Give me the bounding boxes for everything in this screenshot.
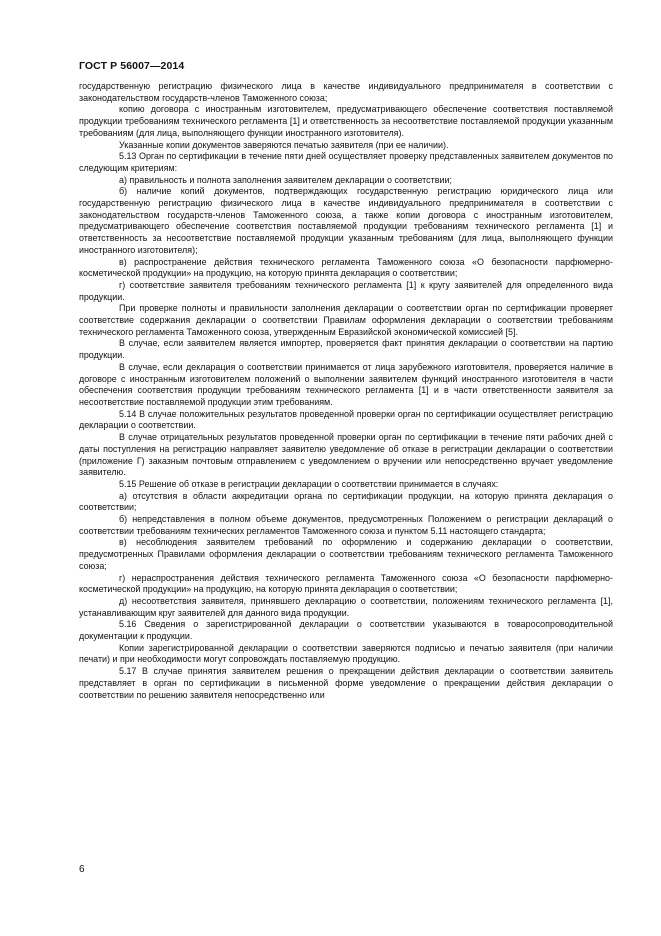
paragraph: Указанные копии документов заверяются печатью заявителя (при ее наличии).: [119, 139, 449, 150]
paragraph: г) соответствие заявителя требованиям технического регламента [1] к кругу заявителей для определенного вида продукции.: [79, 279, 613, 302]
paragraph: При проверке полноты и правильности заполнения декларации о соответствии орган по сертификации проверяет соответствие содержания декларации о соответствии Правилам оформления декларации о соответствии требованиям технического регламента Таможенного союза, утвержденным Евразийской экономической комиссией [5].: [79, 303, 613, 337]
paragraph: б) наличие копий документов, подтверждающих государственную регистрацию юридического лица или государственную регистрацию физического лица в качестве индивидуального предпринимателя в соответствии с законодательством государств-членов Таможенного союза, а также копии договора с иностранным изготовителем, предусматривающего обеспечение соответствия поставляемой продукции требованиям технического регламента [1] и ответственность за несоответствие поставляемой продукции указанным требованиям (для лица, выполняющего функции иностранного изготовителя);: [79, 186, 613, 255]
paragraph: копию договора с иностранным изготовителем, предусматривающего обеспечение соответствия поставляемой продукции требованиям технического регламента [1] и ответственность за несоответствие поставляемой продукции указанным требованиям (для лица, выполняющего функции иностранного изготовителя).: [79, 104, 613, 138]
paragraph: д) несоответствия заявителя, принявшего декларацию о соответствии, положениям технического регламента [1], устанавливающим круг заявителей для данного вида продукции.: [79, 595, 613, 618]
paragraph: В случае, если декларация о соответствии принимается от лица зарубежного изготовителя, проверяется наличие в договоре с иностранным изготовителем положений о выполнении заявителем функций иностранного изготовителя в части обеспечения соответствия продукции требованиям технического регламента [1] и в части ответственности заявителя за несоответствие поставляемой продукции этим требованиям.: [79, 361, 613, 407]
paragraph: 5.13 Орган по сертификации в течение пяти дней осуществляет проверку представленных заявителем документов по следующим критериям:: [79, 151, 613, 173]
paragraph: а) правильность и полнота заполнения заявителем декларации о соответствии;: [119, 174, 452, 185]
paragraph: в) распространение действия технического регламента Таможенного союза «О безопасности парфюмерно-косметической продукции» на продукцию, на которую принята декларация о соответствии;: [79, 256, 613, 279]
paragraph: б) непредставления в полном объеме документов, предусмотренных Положением о регистрации деклараций о соответствии требованиям технических регламентов Таможенного союза и пунктом 5.11 настоящего стандарта;: [79, 514, 613, 536]
paragraph: в) несоблюдения заявителем требований по оформлению и содержанию декларации о соответствии, предусмотренных Правилами оформления декларации о соответствии требованиям технического регламента Таможенного союза;: [79, 537, 613, 571]
paragraph: а) отсутствия в области аккредитации органа по сертификации продукции, на которую принята декларация о соответствии;: [79, 490, 613, 513]
standard-header: ГОСТ Р 56007—2014: [79, 60, 185, 72]
paragraph: Копии зарегистрированной декларации о соответствии заверяются подписью и печатью заявителя (при наличии печати) и при необходимости могут сопровождать поставляемую продукцию.: [79, 642, 613, 665]
paragraph: В случае отрицательных результатов проведенной проверки орган по сертификации в течение пяти рабочих дней с даты поступления на регистрацию направляет заявителю уведомление об отказе в регистрации декларации о соответствии (приложение Г) заказным почтовым отправлением с уведомлением о вручении или непосредственно вручает уведомление заявителю.: [79, 432, 613, 478]
paragraph: 5.14 В случае положительных результатов проведенной проверки орган по сертификации осуществляет регистрацию декларации о соответствии.: [79, 408, 613, 431]
paragraph: государственную регистрацию физического лица в качестве индивидуального предпринимателя в соответствии с законодательством государств-членов Таможенного союза;: [79, 81, 613, 103]
paragraph: 5.15 Решение об отказе в регистрации декларации о соответствии принимается в случаях:: [119, 478, 499, 489]
paragraph: г) нераспространения действия технического регламента Таможенного союза «О безопасности парфюмерно-косметической продукции» на продукцию, на которую принята декларация о соответствии;: [79, 572, 613, 595]
paragraph: 5.16 Сведения о зарегистрированной декларации о соответствии указываются в товаросопроводительной документации к продукции.: [79, 619, 613, 642]
paragraph: В случае, если заявителем является импортер, проверяется факт принятия декларации о соответствии на партию продукции.: [79, 338, 613, 361]
paragraph: 5.17 В случае принятия заявителем решения о прекращении действия декларации о соответствии заявитель представляет в орган по сертификации в письменной форме уведомление о прекращении действия декларации о соответствии по решению заявителя непосредственно или: [79, 666, 613, 700]
document-body: [79, 81, 613, 701]
page-number: 6: [79, 864, 85, 875]
